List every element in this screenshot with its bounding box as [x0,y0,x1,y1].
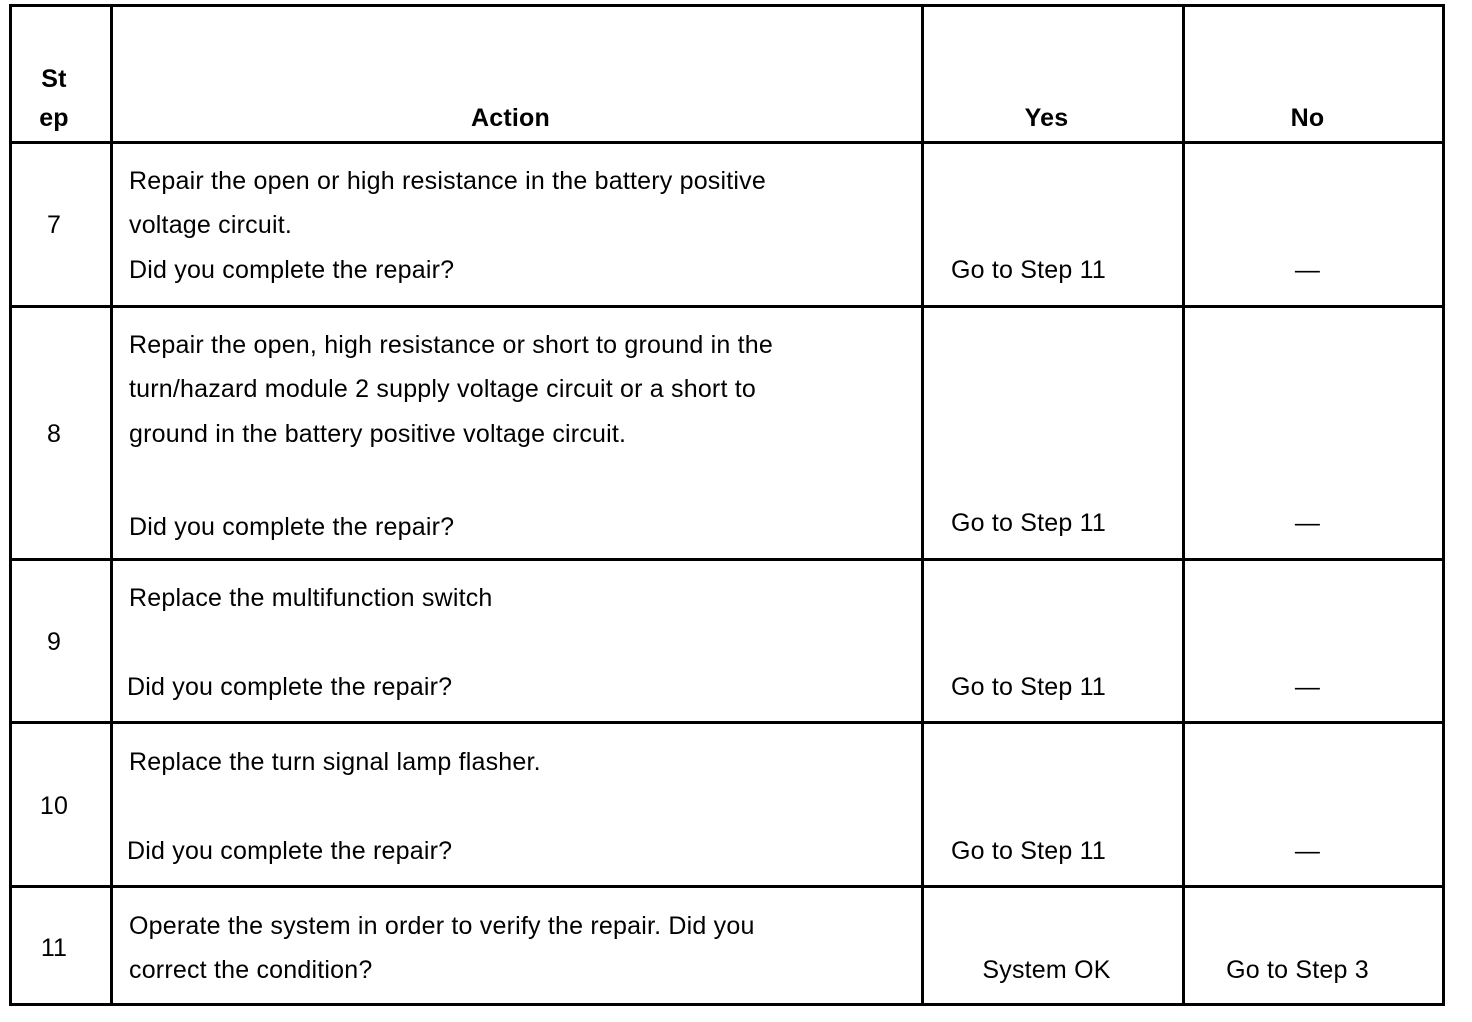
action-text-line: correct the condition? [129,956,373,984]
action-text-line: Repair the open or high resistance in the battery positive [129,167,766,195]
table-border-left [9,4,12,1006]
step-number: 10 [39,792,69,820]
header-action: Action [471,104,550,132]
action-text-line: Replace the turn signal lamp flasher. [129,748,541,776]
action-text-line: voltage circuit. [129,211,292,239]
row-divider-10 [9,885,1445,888]
table-border-top [9,4,1445,7]
step-number: 9 [46,628,62,656]
action-text-line: turn/hazard module 2 supply voltage circuit or a short to [129,375,757,403]
yes-result: Go to Step 11 [951,256,1107,284]
row-divider-7 [9,305,1445,308]
yes-result: Go to Step 11 [951,509,1107,537]
column-divider-step [110,4,113,1006]
action-text-line: Operate the system in order to verify the repair. Did you [129,912,755,940]
action-question: Did you complete the repair? [127,837,453,865]
no-result: Go to Step 3 [1226,956,1369,984]
row-divider-9 [9,721,1445,724]
header-step-line1: St [41,65,67,93]
no-result: — [1294,509,1321,537]
action-text-line: Replace the multifunction switch [129,584,493,612]
header-step-line2: ep [39,104,69,132]
yes-result: Go to Step 11 [951,673,1107,701]
action-text-line: ground in the battery positive voltage circuit. [129,420,627,448]
row-divider-8 [9,558,1445,561]
no-result: — [1294,837,1321,865]
yes-result: System OK [982,956,1111,984]
no-result: — [1294,256,1321,284]
header-no: No [1290,104,1325,132]
action-question: Did you complete the repair? [129,513,455,541]
table-border-right [1442,4,1445,1006]
row-divider-header [9,141,1445,144]
table-border-bottom [9,1003,1445,1006]
step-number: 7 [46,211,62,239]
yes-result: Go to Step 11 [951,837,1107,865]
action-text-line: Repair the open, high resistance or short to ground in the [129,331,773,359]
column-divider-action [921,4,924,1006]
action-question: Did you complete the repair? [129,256,455,284]
action-question: Did you complete the repair? [127,673,453,701]
step-number: 8 [46,420,62,448]
step-number: 11 [40,934,68,962]
no-result: — [1294,673,1321,701]
header-yes: Yes [1024,104,1069,132]
